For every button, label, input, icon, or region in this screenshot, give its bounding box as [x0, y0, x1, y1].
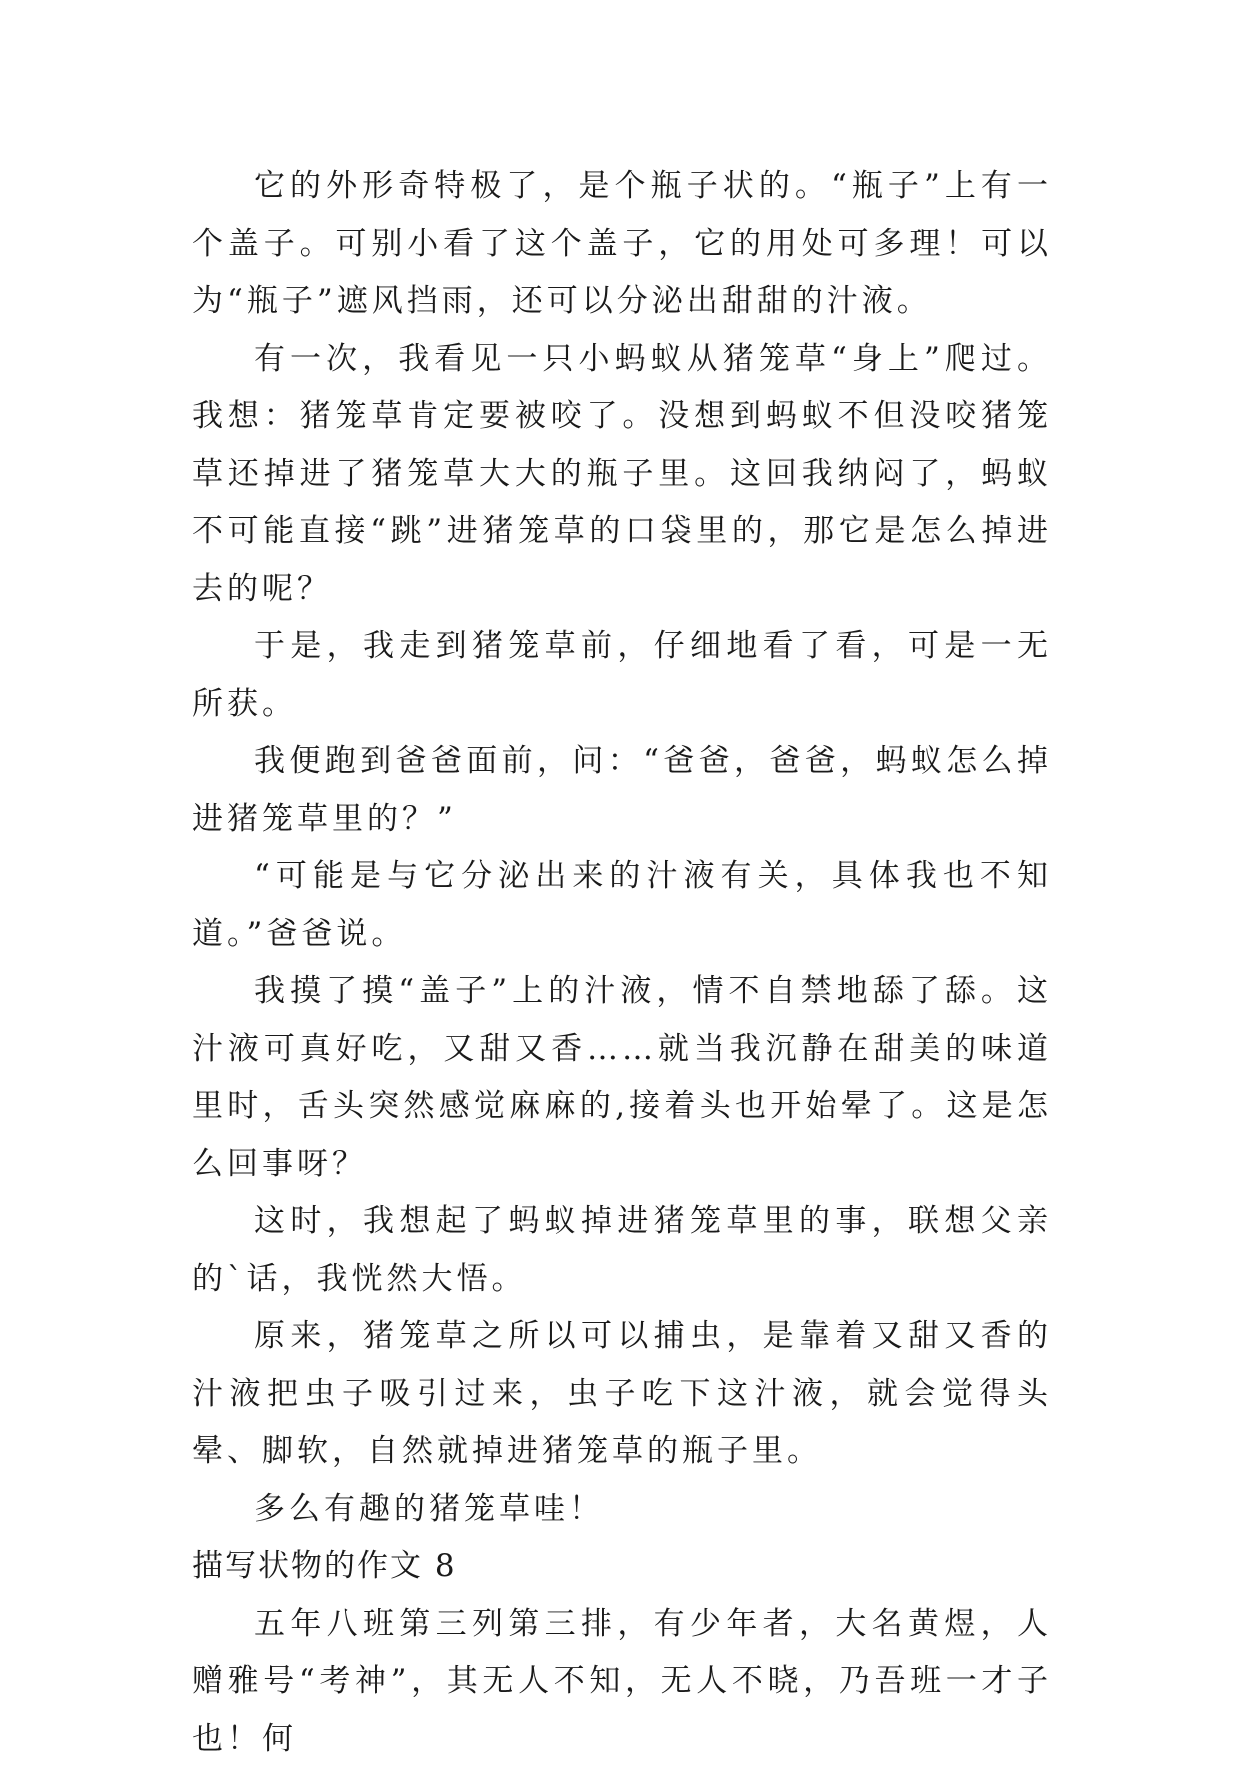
- paragraph: 多么有趣的猪笼草哇！: [192, 1481, 1052, 1539]
- paragraph: 有一次，我看见一只小蚂蚁从猪笼草“身上”爬过。我想：猪笼草肯定要被咬了。没想到蚂蚁不但没咬猪笼草还掉进了猪笼草大大的瓶子里。这回我纳闷了，蚂蚁不可能直接“跳”进猪笼草的口袋里的，那它是怎么掉进去的呢？: [192, 331, 1052, 619]
- paragraph: 我摸了摸“盖子”上的汁液，情不自禁地舔了舔。这汁液可真好吃，又甜又香……就当我沉静在甜美的味道里时，舌头突然感觉麻麻的,接着头也开始晕了。这是怎么回事呀？: [192, 963, 1052, 1193]
- paragraph: 我便跑到爸爸面前，问：“爸爸，爸爸，蚂蚁怎么掉进猪笼草里的？”: [192, 733, 1052, 848]
- document-body: [192, 158, 1052, 1768]
- paragraph: 原来，猪笼草之所以可以捕虫，是靠着又甜又香的汁液把虫子吸引过来，虫子吃下这汁液，就会觉得头晕、脚软，自然就掉进猪笼草的瓶子里。: [192, 1308, 1052, 1481]
- paragraph: 它的外形奇特极了，是个瓶子状的。“瓶子”上有一个盖子。可别小看了这个盖子，它的用处可多理！可以为“瓶子”遮风挡雨，还可以分泌出甜甜的汁液。: [192, 158, 1052, 331]
- paragraph: 这时，我想起了蚂蚁掉进猪笼草里的事，联想父亲的`话，我恍然大悟。: [192, 1193, 1052, 1308]
- paragraph: 于是，我走到猪笼草前，仔细地看了看，可是一无所获。: [192, 618, 1052, 733]
- paragraph: 五年八班第三列第三排，有少年者，大名黄煜，人赠雅号“考神”，其无人不知，无人不晓，乃吾班一才子也！何: [192, 1596, 1052, 1768]
- paragraph: “可能是与它分泌出来的汁液有关，具体我也不知道。”爸爸说。: [192, 848, 1052, 963]
- section-heading: 描写状物的作文 8: [192, 1538, 1052, 1596]
